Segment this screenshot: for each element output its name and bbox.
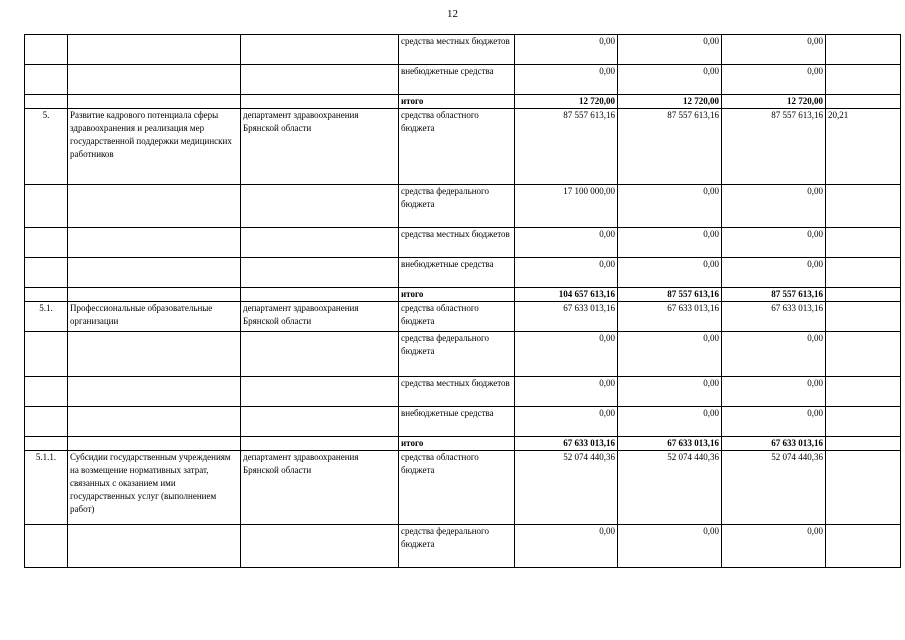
table-row — [25, 65, 901, 95]
value-year-1-cell: 0,00 — [515, 332, 618, 377]
activity-name-cell: Профессиональные образовательные организации — [68, 302, 241, 332]
percent-cell — [826, 451, 901, 525]
value-year-3-cell: 87 557 613,16 — [722, 109, 826, 185]
table-row — [25, 451, 901, 525]
value-year-2-cell: 12 720,00 — [618, 95, 722, 109]
funding-source-cell: средства федерального бюджета — [399, 525, 515, 568]
value-year-2-cell: 0,00 — [618, 332, 722, 377]
activity-name-cell — [68, 185, 241, 228]
activity-name-cell — [68, 258, 241, 288]
executor-cell — [241, 288, 399, 302]
funding-source-cell: средства местных бюджетов — [399, 35, 515, 65]
percent-cell — [826, 65, 901, 95]
executor-cell — [241, 65, 399, 95]
percent-cell — [826, 437, 901, 451]
table-row — [25, 302, 901, 332]
value-year-3-cell: 12 720,00 — [722, 95, 826, 109]
activity-name-cell — [68, 407, 241, 437]
table-row-total — [25, 95, 901, 109]
funding-source-cell: средства областного бюджета — [399, 451, 515, 525]
value-year-1-cell: 67 633 013,16 — [515, 302, 618, 332]
executor-cell: департамент здравоохранения Брянской области — [241, 451, 399, 525]
row-number-cell — [25, 332, 68, 377]
row-number-cell — [25, 377, 68, 407]
value-year-1-cell: 0,00 — [515, 65, 618, 95]
executor-cell: департамент здравоохранения Брянской области — [241, 302, 399, 332]
activity-name-cell — [68, 65, 241, 95]
activity-name-cell — [68, 525, 241, 568]
percent-cell — [826, 95, 901, 109]
funding-source-cell: средства федерального бюджета — [399, 332, 515, 377]
row-number-cell — [25, 95, 68, 109]
row-number-cell — [25, 437, 68, 451]
activity-name-cell — [68, 332, 241, 377]
activity-name-cell — [68, 95, 241, 109]
value-year-2-cell: 87 557 613,16 — [618, 288, 722, 302]
value-year-2-cell: 67 633 013,16 — [618, 437, 722, 451]
value-year-3-cell: 0,00 — [722, 525, 826, 568]
table-row — [25, 525, 901, 568]
value-year-2-cell: 0,00 — [618, 35, 722, 65]
value-year-2-cell: 0,00 — [618, 65, 722, 95]
value-year-1-cell: 0,00 — [515, 377, 618, 407]
row-number-cell — [25, 525, 68, 568]
row-number-cell: 5.1.1. — [25, 451, 68, 525]
value-year-2-cell: 67 633 013,16 — [618, 302, 722, 332]
budget-table — [24, 34, 901, 568]
executor-cell — [241, 185, 399, 228]
executor-cell: департамент здравоохранения Брянской области — [241, 109, 399, 185]
value-year-1-cell: 0,00 — [515, 525, 618, 568]
executor-cell — [241, 228, 399, 258]
value-year-1-cell: 52 074 440,36 — [515, 451, 618, 525]
activity-name-cell: Субсидии государственным учреждениям на возмещение нормативных затрат, связанных с оказанием ими государственных услуг (выполнением работ) — [68, 451, 241, 525]
value-year-1-cell: 12 720,00 — [515, 95, 618, 109]
table-row — [25, 377, 901, 407]
activity-name-cell — [68, 228, 241, 258]
value-year-1-cell: 67 633 013,16 — [515, 437, 618, 451]
funding-source-cell: итого — [399, 437, 515, 451]
executor-cell — [241, 258, 399, 288]
funding-source-cell: внебюджетные средства — [399, 258, 515, 288]
value-year-2-cell: 52 074 440,36 — [618, 451, 722, 525]
executor-cell — [241, 407, 399, 437]
table-row — [25, 109, 901, 185]
value-year-3-cell: 0,00 — [722, 228, 826, 258]
percent-cell — [826, 288, 901, 302]
value-year-3-cell: 67 633 013,16 — [722, 437, 826, 451]
value-year-1-cell: 0,00 — [515, 35, 618, 65]
row-number-cell — [25, 407, 68, 437]
activity-name-cell — [68, 288, 241, 302]
activity-name-cell: Развитие кадрового потенциала сферы здравоохранения и реализация мер государственной поддержки медицинских работников — [68, 109, 241, 185]
percent-cell — [826, 407, 901, 437]
executor-cell — [241, 525, 399, 568]
row-number-cell — [25, 228, 68, 258]
row-number-cell — [25, 258, 68, 288]
value-year-2-cell: 0,00 — [618, 185, 722, 228]
table-row — [25, 407, 901, 437]
activity-name-cell — [68, 35, 241, 65]
value-year-1-cell: 104 657 613,16 — [515, 288, 618, 302]
funding-source-cell: внебюджетные средства — [399, 65, 515, 95]
value-year-3-cell: 0,00 — [722, 377, 826, 407]
activity-name-cell — [68, 377, 241, 407]
percent-cell — [826, 302, 901, 332]
table-row — [25, 228, 901, 258]
value-year-2-cell: 0,00 — [618, 525, 722, 568]
percent-cell — [826, 228, 901, 258]
table-row — [25, 185, 901, 228]
table-row — [25, 258, 901, 288]
row-number-cell — [25, 185, 68, 228]
row-number-cell — [25, 35, 68, 65]
percent-cell — [826, 332, 901, 377]
value-year-3-cell: 0,00 — [722, 258, 826, 288]
table-row — [25, 35, 901, 65]
value-year-3-cell: 0,00 — [722, 185, 826, 228]
value-year-3-cell: 0,00 — [722, 407, 826, 437]
value-year-1-cell: 17 100 000,00 — [515, 185, 618, 228]
executor-cell — [241, 35, 399, 65]
value-year-3-cell: 87 557 613,16 — [722, 288, 826, 302]
percent-cell — [826, 258, 901, 288]
value-year-3-cell: 0,00 — [722, 332, 826, 377]
funding-source-cell: средства областного бюджета — [399, 302, 515, 332]
funding-source-cell: итого — [399, 95, 515, 109]
executor-cell — [241, 332, 399, 377]
funding-source-cell: средства местных бюджетов — [399, 228, 515, 258]
percent-cell — [826, 525, 901, 568]
value-year-3-cell: 0,00 — [722, 35, 826, 65]
value-year-2-cell: 0,00 — [618, 228, 722, 258]
percent-cell — [826, 377, 901, 407]
value-year-2-cell: 0,00 — [618, 258, 722, 288]
table-row-total — [25, 437, 901, 451]
funding-source-cell: средства федерального бюджета — [399, 185, 515, 228]
value-year-3-cell: 0,00 — [722, 65, 826, 95]
row-number-cell — [25, 288, 68, 302]
activity-name-cell — [68, 437, 241, 451]
table-row — [25, 332, 901, 377]
funding-source-cell: средства местных бюджетов — [399, 377, 515, 407]
funding-source-cell: внебюджетные средства — [399, 407, 515, 437]
value-year-2-cell: 0,00 — [618, 377, 722, 407]
executor-cell — [241, 377, 399, 407]
value-year-1-cell: 0,00 — [515, 407, 618, 437]
value-year-2-cell: 0,00 — [618, 407, 722, 437]
percent-cell: 20,21 — [826, 109, 901, 185]
executor-cell — [241, 95, 399, 109]
row-number-cell: 5. — [25, 109, 68, 185]
table-row-total — [25, 288, 901, 302]
percent-cell — [826, 185, 901, 228]
row-number-cell: 5.1. — [25, 302, 68, 332]
value-year-1-cell: 87 557 613,16 — [515, 109, 618, 185]
row-number-cell — [25, 65, 68, 95]
page-number: 12 — [447, 8, 458, 20]
value-year-1-cell: 0,00 — [515, 228, 618, 258]
value-year-1-cell: 0,00 — [515, 258, 618, 288]
value-year-3-cell: 67 633 013,16 — [722, 302, 826, 332]
percent-cell — [826, 35, 901, 65]
executor-cell — [241, 437, 399, 451]
funding-source-cell: итого — [399, 288, 515, 302]
value-year-2-cell: 87 557 613,16 — [618, 109, 722, 185]
funding-source-cell: средства областного бюджета — [399, 109, 515, 185]
value-year-3-cell: 52 074 440,36 — [722, 451, 826, 525]
